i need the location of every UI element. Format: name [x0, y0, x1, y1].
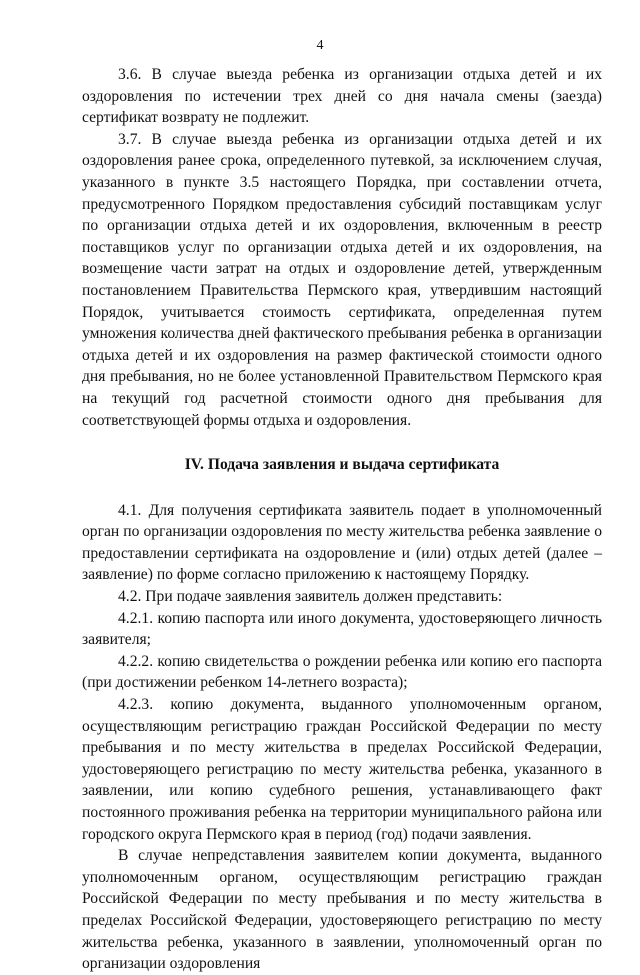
paragraph-4-2-1: 4.2.1. копию паспорта или иного документа, удостоверяющего личность заявителя; — [82, 609, 602, 649]
paragraph-3-7: 3.7. В случае выезда ребенка из организации отдыха детей и их оздоровления ранее срока, определенного путевкой, за исключением случая, указанного в пункте 3.5 настоящего Порядка, при составлении отчета, предусмотренного Порядком предоставления субсидий поставщикам услуг по организации отдыха детей и их оздоровления, включенным в реестр поставщиков услуг по организации отдыха детей и их оздоровления, на возмещение части затрат на отдых и оздоровление детей, утвержденным постановлением Правительства Пермского края, утвердившим настоящий Порядок, учитывается стоимость сертификата, определенная путем умножения количества дней фактического пребывания ребенка в организации отдыха детей и их оздоровления на размер фактической стоимости одного дня пребывания, но не более установленной Правительством Пермского края на текущий год расчетной стоимости одного дня пребывания для соответствующей формы отдыха и оздоровления. — [82, 130, 602, 429]
paragraph-4-2-3: 4.2.3. копию документа, выданного уполномоченным органом, осуществляющим регистрацию граждан Российской Федерации по месту пребывания и по месту жительства в пределах Российской Федерации, удостоверяющего регистрацию по месту жительства ребенка, указанного в заявлении, или копию судебного решения, устанавливающего факт постоянного проживания ребенка на территории муниципального района или городского округа Пермского края в период (год) подачи заявления. — [82, 696, 602, 843]
paragraph-4-2: 4.2. При подаче заявления заявитель должен представить: — [118, 588, 503, 606]
paragraph-4-1: 4.1. Для получения сертификата заявитель подает в уполномоченный орган по организации оздоровления по месту жительства ребенка заявление о предоставлении сертификата на оздоровление и (или) отдых детей (далее – заявление) по форме согласно приложению к настоящему Порядку. — [82, 501, 602, 584]
paragraph-non-submission: В случае непредставления заявителем копии документа, выданного уполномоченным органом, осуществляющим регистрацию граждан Российской Федерации по месту пребывания и по месту жительства в пределах Российской Федерации, удостоверяющего регистрацию по месту жительства ребенка, указанного в заявлении, уполномоченный орган по организации оздоровления — [82, 847, 602, 973]
paragraph-3-6: 3.6. В случае выезда ребенка из организации отдыха детей и их оздоровления по истечении трех дней со дня начала смены (заезда) сертификат возврату не подлежит. — [82, 66, 602, 127]
paragraph-4-2-2: 4.2.2. копию свидетельства о рождении ребенка или копию его паспорта (при достижении ребенком 14-летнего возраста); — [82, 652, 602, 692]
page-number: 4 — [316, 38, 324, 53]
document-body — [82, 64, 602, 975]
section-heading: IV. Подача заявления и выдача сертификата — [184, 456, 500, 474]
